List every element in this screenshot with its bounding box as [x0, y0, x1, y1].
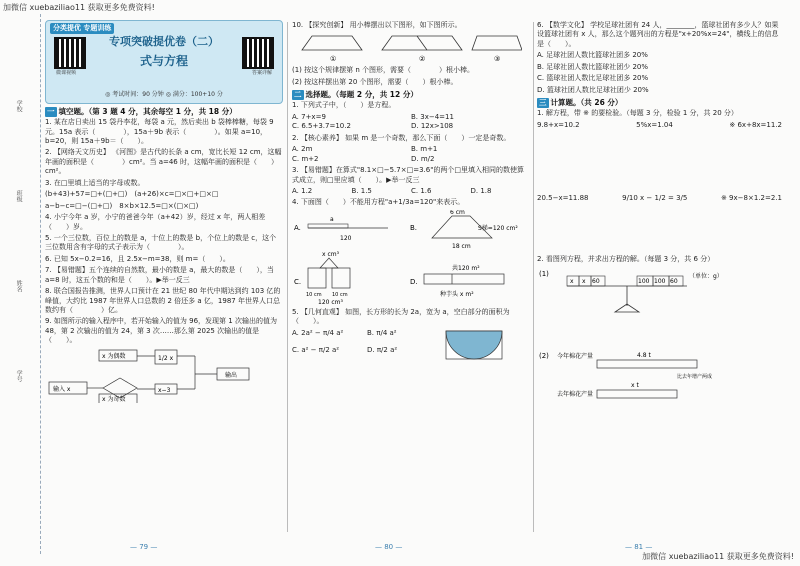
banner-tagline: 分类提优 专题训练: [50, 23, 114, 34]
equation: ※ 6x+8x=11.2: [729, 120, 782, 129]
question-text: 4. 小宁今年 a 岁，小宁的爸爸今年（a+42）岁，经过 x 年，两人相差（ ）岁。: [45, 213, 266, 231]
column-left: [45, 20, 283, 540]
gutter-label-number: 学号: [15, 370, 23, 382]
choice-option[interactable]: B. π/4 a²: [367, 328, 397, 337]
choice-option[interactable]: B. 足球社团人数比篮球社团少 20%: [537, 62, 649, 71]
exam-info: ◎ 考试时间：90 分钟 ◎ 满分：100+10 分: [105, 91, 223, 98]
question-text: (1) 按这个规律摆第 n 个图形，需要（ ）根小棒。: [292, 66, 475, 75]
choice-option[interactable]: B. m+1: [411, 145, 438, 154]
choice-option[interactable]: C. 6.5+3.7=10.2: [292, 122, 351, 131]
svg-text:60: 60: [670, 277, 678, 285]
stick-pattern-figure: [292, 32, 522, 64]
section-heading-calc: 三 计算题。（共 26 分）: [539, 98, 623, 108]
svg-text:4.8 t: 4.8 t: [637, 351, 651, 359]
qr-label-left: 微课视频: [56, 70, 77, 76]
choice-option[interactable]: D. π/2 a²: [367, 345, 398, 354]
question-text: 1. 解方程，带 ※ 的要检验。（每题 3 分，检验 1 分，共 20 分）: [537, 109, 738, 118]
equation: ※ 9x−8×1.2=2.1: [720, 194, 782, 203]
page-number-middle: — 80 —: [375, 542, 403, 551]
choice-options: [292, 145, 530, 164]
svg-text:100: 100: [638, 277, 650, 285]
question-text: 2. 【核心素养】 如果 m 是一个奇数，那么下面（ ）一定是奇数。: [292, 133, 511, 142]
page-number-left: — 79 —: [130, 542, 158, 551]
svg-text:共120 m²: 共120 m²: [452, 264, 480, 272]
qr-code-right[interactable]: [242, 37, 274, 69]
svg-text:C.: C.: [294, 277, 302, 286]
watermark-bottom: 加微信 xuebaziliao11 获取更多免费资料!: [642, 552, 794, 562]
choice-option[interactable]: D. m/2: [411, 154, 435, 163]
svg-text:10 cm: 10 cm: [306, 291, 322, 298]
choice-option[interactable]: B. 1.5: [351, 186, 372, 195]
question-text: 6. 已知 5x−0.2=16，且 2.5x−m=38，则 m=（ ）。: [45, 254, 230, 263]
svg-text:60: 60: [592, 277, 600, 285]
svg-text:x: x: [582, 277, 586, 285]
choice-option[interactable]: B. 3x−4=11: [411, 112, 454, 121]
svg-text:(2): (2): [539, 351, 549, 360]
flow-half: 1/2 x: [158, 354, 174, 362]
binding-line: [40, 14, 41, 554]
question-text: 4. 下面图（ ）不能用方程"a+1/3a=120"来表示。: [292, 198, 465, 207]
svg-text:S梯=120 cm²: S梯=120 cm²: [478, 224, 518, 232]
question-text: (b+43)+57=□+(□+□) (a+26)×c=□×□+□×□: [45, 190, 219, 199]
svg-text:今年棉花产量: 今年棉花产量: [557, 352, 594, 360]
flow-input: 输入 x: [53, 385, 71, 393]
gutter-label-name: 姓名: [15, 280, 23, 292]
choice-options: [292, 113, 530, 132]
equation: 9/10 x − 1/2 = 3/5: [622, 194, 688, 203]
question-text: 8. 联合国报告推测，世界人口预计在 21 世纪 80 年代中期达到约 103 亿的峰值，大约比 1987 年世界人口总数的 2 倍还多 a 亿，1987 年世界人口总数约有（ ）亿。: [45, 287, 281, 314]
choice-option[interactable]: A. 2a² − π/4 a²: [292, 328, 344, 337]
choice-option[interactable]: C. m+2: [292, 154, 319, 163]
svg-text:A.: A.: [294, 223, 301, 232]
paper-title: 专项突破提优卷（二）: [109, 35, 219, 48]
section-heading-fill: 一 填空题。（第 3 题 4 分，其余每空 1 分，共 18 分）: [47, 107, 237, 116]
column-right: [537, 20, 782, 540]
answer-space[interactable]: [537, 318, 782, 348]
question-text: (2) 按这样摆出第 20 个图形，需要（ ）根小棒。: [292, 77, 458, 86]
bar-model-figure: [537, 350, 777, 410]
flow-odd: x 为奇数: [102, 395, 126, 403]
choice-option[interactable]: C. 1.6: [411, 186, 432, 195]
fig-label-1: ①: [330, 55, 337, 64]
choice-option[interactable]: D. 12x>108: [411, 122, 454, 131]
question-text: 5. 【几何直观】 如图，长方形的长为 2a，宽为 a，空白部分的面积为（ ）。: [292, 307, 510, 326]
svg-text:（单位：g）: （单位：g）: [689, 272, 723, 280]
watermark-top: 加微信 xuebaziliao11 获取更多免费资料!: [3, 3, 155, 12]
qr-code-left[interactable]: [54, 37, 86, 69]
choice-option[interactable]: C. 篮球社团人数比足球社团多 20%: [537, 74, 649, 83]
svg-text:x t: x t: [631, 381, 639, 389]
question-text: 2. 看图列方程，并求出方程的解。（每题 3 分，共 6 分）: [537, 254, 715, 263]
question-text: 6. 【数学文化】 学校足球社团有 24 人，________，篮球社团有多少人？如果设篮球社团有 x 人，那么这个题列出的方程是"x+20%x=24"，横线上的信息是（ ）。: [537, 21, 779, 48]
title-banner: [45, 20, 283, 104]
question-text: 9. 如图所示的输入程序中，若开始输入的值为 96，发现第 1 次输出的值为 48，第 2 次输出的值为 24，第 3 次……那么第 2025 次输出的值是（ ）。: [45, 317, 277, 345]
choice-option[interactable]: A. 足球社团人数比篮球社团多 20%: [537, 51, 648, 60]
svg-text:(1): (1): [539, 269, 549, 278]
svg-text:种芋头 x m²: 种芋头 x m²: [440, 290, 474, 298]
svg-text:120 cm³: 120 cm³: [318, 298, 343, 306]
column-middle: [292, 20, 530, 540]
column-divider: [533, 22, 534, 532]
question-text: 1. 下列式子中，（ ）是方程。: [292, 101, 396, 110]
svg-text:D.: D.: [410, 277, 418, 286]
choice-options: [292, 329, 442, 363]
svg-text:10 cm: 10 cm: [332, 291, 348, 298]
flow-even: x 为偶数: [102, 352, 126, 360]
choice-option[interactable]: A. 7+x=9: [292, 112, 326, 121]
svg-text:100: 100: [654, 277, 666, 285]
equation-figures: [292, 210, 524, 306]
svg-text:x: x: [570, 277, 574, 285]
choice-option[interactable]: D. 篮球社团人数比足球社团少 20%: [537, 85, 649, 94]
gutter-label-class: 班级: [15, 190, 23, 202]
balance-figure: [537, 266, 777, 316]
svg-text:比去年增产两成: 比去年增产两成: [677, 373, 713, 380]
rectangle-semicircle-figure: [442, 329, 508, 365]
qr-label-right: 答案详解: [251, 70, 272, 76]
svg-text:18 cm: 18 cm: [452, 242, 471, 250]
fig-label-3: ③: [494, 55, 501, 64]
question-text: 10. 【探究创新】 用小棒摆出以下图形，如下图所示。: [292, 21, 462, 29]
equation: 20.5−x=11.88: [537, 194, 589, 203]
svg-text:120: 120: [340, 234, 352, 242]
flowchart-figure: [45, 348, 275, 403]
question-text: a−b−c=□−(□+□) 8×b×12.5=□×(□×□): [45, 201, 199, 210]
choice-options: [292, 187, 530, 196]
equation-row: [537, 121, 782, 130]
section-heading-choice: 二 选择题。（每题 2 分，共 12 分）: [294, 90, 418, 100]
fig-label-2: ②: [419, 55, 426, 64]
answer-space[interactable]: [537, 132, 782, 192]
page-number-right: — 81 —: [625, 542, 653, 551]
question-text: 1. 某在店日卖出 15 袋丹李花，每袋 a 元，然后卖出 b 袋棒棒糖，每袋 9 元。15a 表示（ ），15a＋9b 表示（ ）。如果 a=10，b=20，则 15a＋9b＝（ ）。: [45, 118, 274, 145]
binding-gutter: [0, 60, 40, 510]
gutter-label-school: 学校: [15, 100, 23, 112]
choice-option[interactable]: C. a² − π/2 a²: [292, 345, 340, 354]
choice-option[interactable]: A. 1.2: [292, 186, 313, 195]
answer-space[interactable]: [537, 206, 782, 254]
flow-output: 输出: [225, 371, 238, 379]
svg-text:a: a: [330, 215, 334, 223]
column-divider: [287, 22, 288, 532]
equation: 5%x=1.04: [636, 120, 673, 129]
choice-option[interactable]: D. 1.8: [470, 186, 492, 195]
svg-text:x cm³: x cm³: [322, 250, 340, 258]
paper-subtitle: 式与方程: [139, 54, 188, 68]
question-text: 7. 【易错题】五个连续的自然数，最小的数是 a，最大的数是（ ），当 a=8 时，这五个数的和是（ ）。▶举一反三: [45, 266, 274, 284]
question-text: 5. 一个三位数，百位上的数是 a，十位上的数是 b，个位上的数是 c，这个三位数用含有字母的式子表示为（ ）。: [45, 233, 277, 252]
svg-text:去年棉花产量: 去年棉花产量: [557, 390, 594, 398]
question-text: 2. 【网络天文历史】 《河图》是古代的长条 a cm，宽比长短 12 cm，这幅年画的面积是（ ）cm²。当 a=46 时，这幅年画的面积是（ ）cm²。: [45, 148, 282, 176]
svg-text:6 cm: 6 cm: [450, 209, 465, 216]
question-text: 3. 【易错题】在算式"8.1×□−5.7×□=3.6"的两个□里填入相同的数使算式成立，则□里应填（ ）。▶举一反三: [292, 166, 525, 184]
equation: 9.8+x=10.2: [537, 120, 580, 129]
choice-option[interactable]: A. 2m: [292, 145, 313, 154]
question-text: 3. 在□里填上适当的字母或数。: [45, 178, 145, 187]
flow-minus: x−3: [158, 386, 171, 394]
svg-text:B.: B.: [410, 223, 418, 232]
equation-row: [537, 194, 782, 203]
